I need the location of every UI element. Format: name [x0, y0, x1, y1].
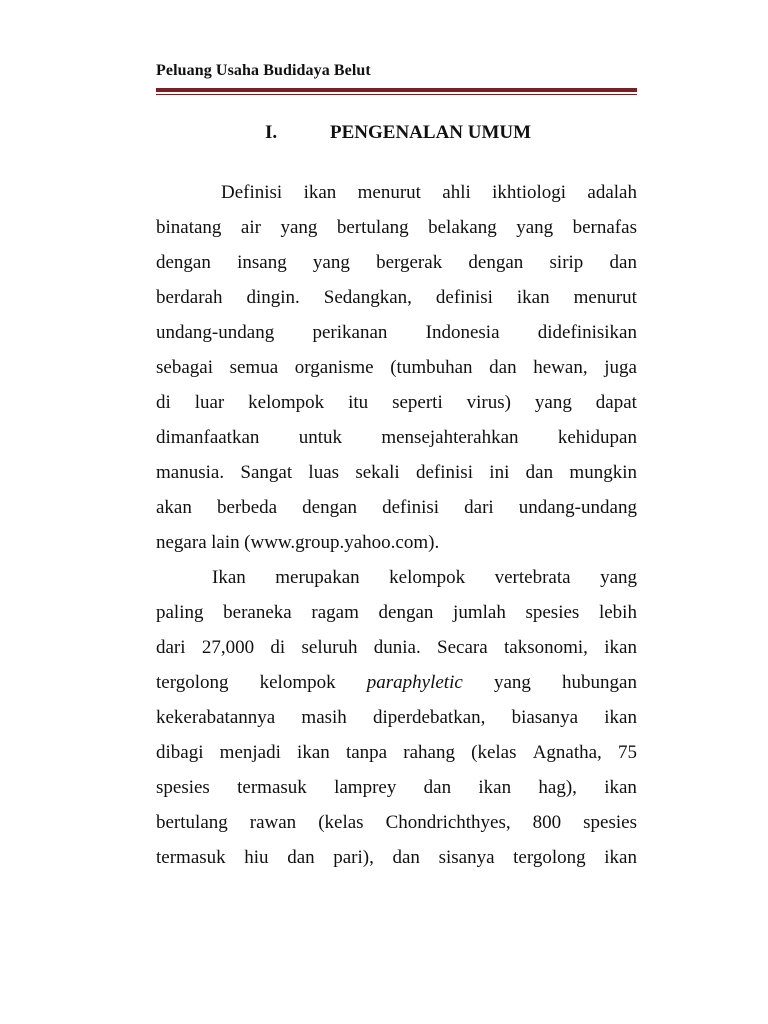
text-line	[156, 455, 637, 490]
word: juga	[604, 357, 637, 378]
word: yang	[312, 252, 350, 273]
word: dan	[287, 847, 315, 868]
chapter-heading	[156, 122, 637, 148]
word: yang	[534, 392, 572, 413]
text-line	[156, 770, 637, 805]
word: masih	[301, 707, 347, 728]
word: perikanan	[312, 322, 388, 343]
word: 27,000	[201, 637, 255, 658]
word: akan	[156, 497, 192, 518]
text-line	[156, 840, 637, 875]
word: tanpa	[345, 742, 388, 763]
word: dan	[609, 252, 637, 273]
word: ikan	[516, 287, 550, 308]
word: organisme	[294, 357, 374, 378]
word: sebagai	[156, 357, 213, 378]
word: sekali	[355, 462, 400, 483]
word: ikan	[297, 742, 330, 763]
word: sirip	[549, 252, 584, 273]
word: itu	[348, 392, 369, 413]
text-line	[156, 525, 637, 560]
word: 75	[617, 742, 637, 763]
word: hubungan	[562, 672, 637, 693]
word: dan	[525, 462, 554, 483]
word: lain	[211, 532, 240, 553]
word: didefinisikan	[537, 322, 637, 343]
word: dimanfaatkan	[156, 427, 260, 448]
word: rawan	[249, 812, 297, 833]
word: mungkin	[569, 462, 637, 483]
word: negara	[156, 532, 207, 553]
word: dapat	[595, 392, 637, 413]
chapter-number: I.	[265, 122, 278, 143]
paragraph	[156, 175, 637, 560]
word: diperdebatkan,	[373, 707, 486, 728]
chapter-title: PENGENALAN UMUM	[330, 122, 532, 143]
word: luar	[194, 392, 225, 413]
word: dengan	[302, 497, 358, 518]
word: dingin.	[246, 287, 300, 308]
text-line	[156, 350, 637, 385]
word: tergolong	[156, 672, 229, 693]
word: beraneka	[223, 602, 292, 623]
word: ragam	[311, 602, 359, 623]
word: hag),	[538, 777, 577, 798]
text-line	[156, 700, 637, 735]
word: tergolong	[513, 847, 586, 868]
word: 800	[532, 812, 562, 833]
word: kelompok	[248, 392, 325, 413]
word: ini	[489, 462, 510, 483]
word: untuk	[298, 427, 343, 448]
word: dengan	[378, 602, 434, 623]
word: insang	[237, 252, 287, 273]
word: (kelas	[471, 742, 517, 763]
word: dan	[489, 357, 517, 378]
word: spesies	[525, 602, 580, 623]
word: termasuk	[156, 847, 226, 868]
word: seluruh	[301, 637, 358, 658]
word: Secara	[437, 637, 488, 658]
word: virus)	[466, 392, 511, 413]
word: ikan	[478, 777, 512, 798]
word: binatang	[156, 217, 222, 238]
word: definisi	[382, 497, 440, 518]
word: bertulang	[156, 812, 228, 833]
word: spesies	[583, 812, 637, 833]
word: biasanya	[511, 707, 579, 728]
word: kelompok	[259, 672, 336, 693]
word: seperti	[392, 392, 443, 413]
word: dibagi	[156, 742, 204, 763]
word: undang-undang	[518, 497, 637, 518]
word: paraphyletic	[366, 672, 463, 693]
word: lebih	[598, 602, 637, 623]
body-text	[156, 175, 637, 875]
text-line	[156, 385, 637, 420]
word: rahang	[403, 742, 455, 763]
word: Indonesia	[425, 322, 500, 343]
word: berbeda	[216, 497, 278, 518]
word: definisi	[415, 462, 473, 483]
running-header: Peluang Usaha Budidaya Belut	[156, 62, 371, 79]
word: menurut	[573, 287, 637, 308]
text-line	[156, 805, 637, 840]
word: ikan	[604, 847, 637, 868]
word: (kelas	[318, 812, 364, 833]
word: bernafas	[572, 217, 637, 238]
text-line	[156, 420, 637, 455]
text-line	[156, 665, 637, 700]
word: luas	[308, 462, 340, 483]
word: belakang	[428, 217, 497, 238]
word: taksonomi,	[504, 637, 588, 658]
word: Sedangkan,	[323, 287, 412, 308]
word: yang	[280, 217, 318, 238]
word: ikan	[604, 777, 637, 798]
word: kekerabatannya	[156, 707, 276, 728]
word: (tumbuhan	[390, 357, 473, 378]
word: vertebrata	[494, 567, 571, 588]
word: semua	[229, 357, 279, 378]
text-line	[156, 315, 637, 350]
word: Definisi	[221, 182, 283, 203]
word: merupakan	[275, 567, 360, 588]
word: ikan	[303, 182, 337, 203]
word: hiu	[244, 847, 269, 868]
text-line	[156, 560, 637, 595]
word: (www.group.yahoo.com).	[244, 532, 440, 553]
word: ahli	[442, 182, 471, 203]
word: di	[270, 637, 286, 658]
word: paling	[156, 602, 204, 623]
text-line	[156, 490, 637, 525]
word: manusia.	[156, 462, 225, 483]
word: air	[240, 217, 261, 238]
word: termasuk	[237, 777, 307, 798]
word: yang	[493, 672, 531, 693]
word: Sangat	[240, 462, 293, 483]
word: dunia.	[373, 637, 421, 658]
word: Chondrichthyes,	[385, 812, 511, 833]
word: dengan	[468, 252, 524, 273]
word: ikhtiologi	[492, 182, 567, 203]
word: berdarah	[156, 287, 223, 308]
word: pari),	[333, 847, 374, 868]
word: mensejahterahkan	[381, 427, 519, 448]
word: dan	[392, 847, 420, 868]
header-rule-thin	[156, 94, 637, 95]
text-line	[156, 175, 637, 210]
word: jumlah	[453, 602, 506, 623]
word: yang	[600, 567, 637, 588]
word: menurut	[357, 182, 421, 203]
word: menjadi	[219, 742, 281, 763]
word: sisanya	[438, 847, 495, 868]
word: dan	[423, 777, 452, 798]
word: kehidupan	[557, 427, 637, 448]
word: ikan	[604, 707, 637, 728]
word: yang	[516, 217, 554, 238]
word: dari	[464, 497, 494, 518]
word: di	[156, 392, 171, 413]
word: hewan,	[533, 357, 588, 378]
word: Ikan	[212, 567, 246, 588]
word: ikan	[604, 637, 637, 658]
word: Agnatha,	[532, 742, 602, 763]
word: dengan	[156, 252, 211, 273]
text-line	[156, 210, 637, 245]
text-line	[156, 735, 637, 770]
text-line	[156, 280, 637, 315]
text-line	[156, 595, 637, 630]
paragraph	[156, 560, 637, 875]
word: kelompok	[389, 567, 466, 588]
word: undang-undang	[156, 322, 275, 343]
word: adalah	[587, 182, 637, 203]
word: spesies	[156, 777, 210, 798]
text-line	[156, 245, 637, 280]
word: bertulang	[336, 217, 409, 238]
word: definisi	[435, 287, 493, 308]
word: bergerak	[376, 252, 443, 273]
text-line	[156, 630, 637, 665]
word: lamprey	[334, 777, 397, 798]
word: dari	[156, 637, 186, 658]
header-rule	[156, 88, 637, 92]
